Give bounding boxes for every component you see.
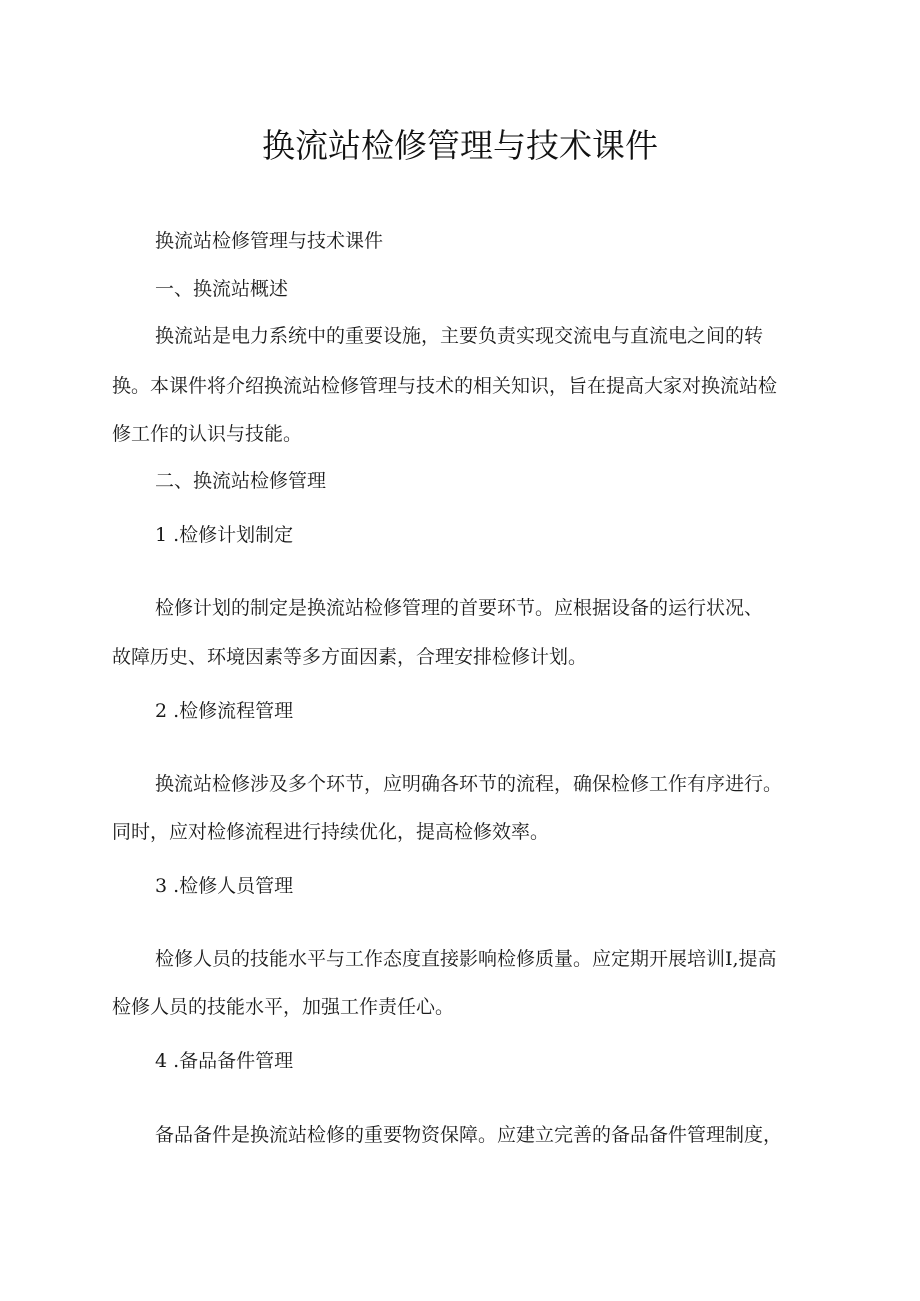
paragraph-line: 修工作的认识与技能。 (112, 423, 303, 445)
subsection-heading-plan: 1 .检修计划制定 (155, 524, 294, 546)
subsection-heading-process: 2 .检修流程管理 (155, 700, 294, 722)
section-heading-overview: 一、换流站概述 (155, 278, 289, 300)
paragraph-line: 换流站检修涉及多个环节，应明确各环节的流程，确保检修工作有序进行。 (155, 773, 783, 795)
paragraph-line: 检修计划的制定是换流站检修管理的首要环节。应根据设备的运行状况、 (155, 597, 764, 619)
paragraph-line: 检修人员的技能水平，加强工作责任心。 (112, 996, 455, 1018)
paragraph-line: 故障历史、环境因素等多方面因素，合理安排检修计划。 (112, 646, 588, 668)
paragraph-line: 换。本课件将介绍换流站检修管理与技术的相关知识，旨在提高大家对换流站检 (112, 375, 778, 397)
paragraph-line: 备品备件是换流站检修的重要物资保障。应建立完善的备品备件管理制度， (155, 1124, 783, 1146)
subsection-heading-spares: 4 .备品备件管理 (155, 1050, 294, 1072)
document-title: 换流站检修管理与技术课件 (262, 126, 658, 165)
section-heading-management: 二、换流站检修管理 (155, 470, 327, 492)
paragraph-line: 检修人员的技能水平与工作态度直接影响检修质量。应定期开展培训I,提高 (155, 948, 777, 970)
paragraph-line: 同时，应对检修流程进行持续优化，提高检修效率。 (112, 821, 550, 843)
subtitle-line: 换流站检修管理与技术课件 (155, 230, 384, 252)
paragraph-line: 换流站是电力系统中的重要设施，主要负责实现交流电与直流电之间的转 (155, 325, 764, 347)
subsection-heading-personnel: 3 .检修人员管理 (155, 875, 294, 897)
